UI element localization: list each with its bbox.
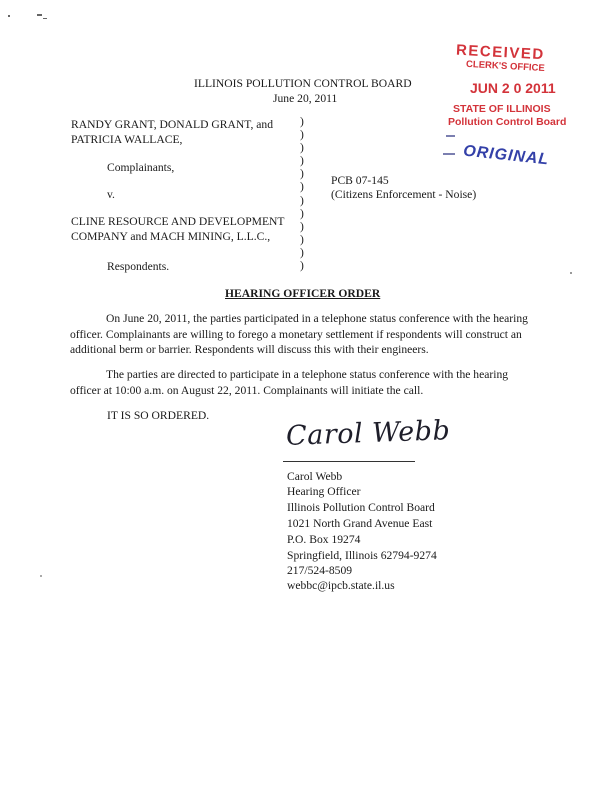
complainants-names-line1: RANDY GRANT, DONALD GRANT, and [71, 118, 274, 131]
handwritten-signature: Carol Webb [285, 415, 451, 452]
respondents-names-line1: CLINE RESOURCE AND DEVELOPMENT [71, 215, 285, 228]
paren: ) [300, 207, 304, 220]
paren: ) [300, 142, 304, 155]
paren: ) [300, 168, 304, 181]
agency-heading: ILLINOIS POLLUTION CONTROL BOARD [194, 77, 412, 90]
received-stamp-office: CLERK'S OFFICE [465, 58, 546, 75]
caption-parentheses [300, 116, 310, 273]
signer-name: Carol Webb [287, 470, 343, 483]
paren: ) [300, 129, 304, 142]
signer-phone: 217/524-8509 [287, 564, 353, 577]
scan-speck [43, 18, 47, 19]
signer-email: webbc@ipcb.state.il.us [287, 579, 395, 592]
paren: ) [300, 220, 304, 233]
signer-agency: Illinois Pollution Control Board [287, 501, 435, 514]
closing-statement: IT IS SO ORDERED. [107, 409, 210, 422]
order-title: HEARING OFFICER ORDER [225, 287, 381, 300]
scan-speck [37, 14, 42, 16]
paren: ) [300, 181, 304, 194]
received-stamp-state: STATE OF ILLINOIS [453, 103, 551, 115]
original-stamp: ORIGINAL [462, 142, 550, 169]
signer-address-pobox: P.O. Box 19274 [287, 533, 361, 546]
paren: ) [300, 233, 304, 246]
paren: ) [300, 260, 304, 273]
respondents-label: Respondents. [107, 260, 170, 273]
order-paragraph-2: The parties are directed to participate in a telephone status conference with the hearing officer at 10:00 a.m. on August 22, 2011. Complainants will initiate the call. [70, 368, 509, 397]
order-paragraph-1: On June 20, 2011, the parties participated in a telephone status conference with the hearing officer. Complainants are willing to forego a monetary settlement if respondents will construct an additional berm or barrier. Respondents will discuss this with their engineers. [70, 312, 528, 356]
order-date: June 20, 2011 [273, 92, 338, 105]
stamp-mark [446, 135, 455, 137]
paren: ) [300, 155, 304, 168]
scan-speck [40, 575, 42, 577]
case-number: PCB 07-145 [331, 174, 389, 187]
paren: ) [300, 194, 304, 207]
paren: ) [300, 246, 304, 259]
received-stamp-title: RECEIVED [455, 41, 546, 64]
complainants-names-line2: PATRICIA WALLACE, [71, 133, 183, 146]
received-stamp-board: Pollution Control Board [448, 116, 567, 128]
stamp-mark [443, 153, 455, 155]
scan-speck [8, 15, 10, 17]
complainants-label: Complainants, [107, 161, 175, 174]
signer-title: Hearing Officer [287, 485, 361, 498]
case-type: (Citizens Enforcement - Noise) [331, 188, 477, 201]
signature-line [283, 461, 415, 462]
scan-speck [570, 272, 572, 274]
signer-city: Springfield, Illinois 62794-9274 [287, 549, 437, 562]
versus: v. [107, 188, 115, 201]
received-stamp-date: JUN 2 0 2011 [470, 80, 556, 96]
signer-address-street: 1021 North Grand Avenue East [287, 517, 433, 530]
respondents-names-line2: COMPANY and MACH MINING, L.L.C., [71, 230, 271, 243]
paren: ) [300, 116, 304, 128]
